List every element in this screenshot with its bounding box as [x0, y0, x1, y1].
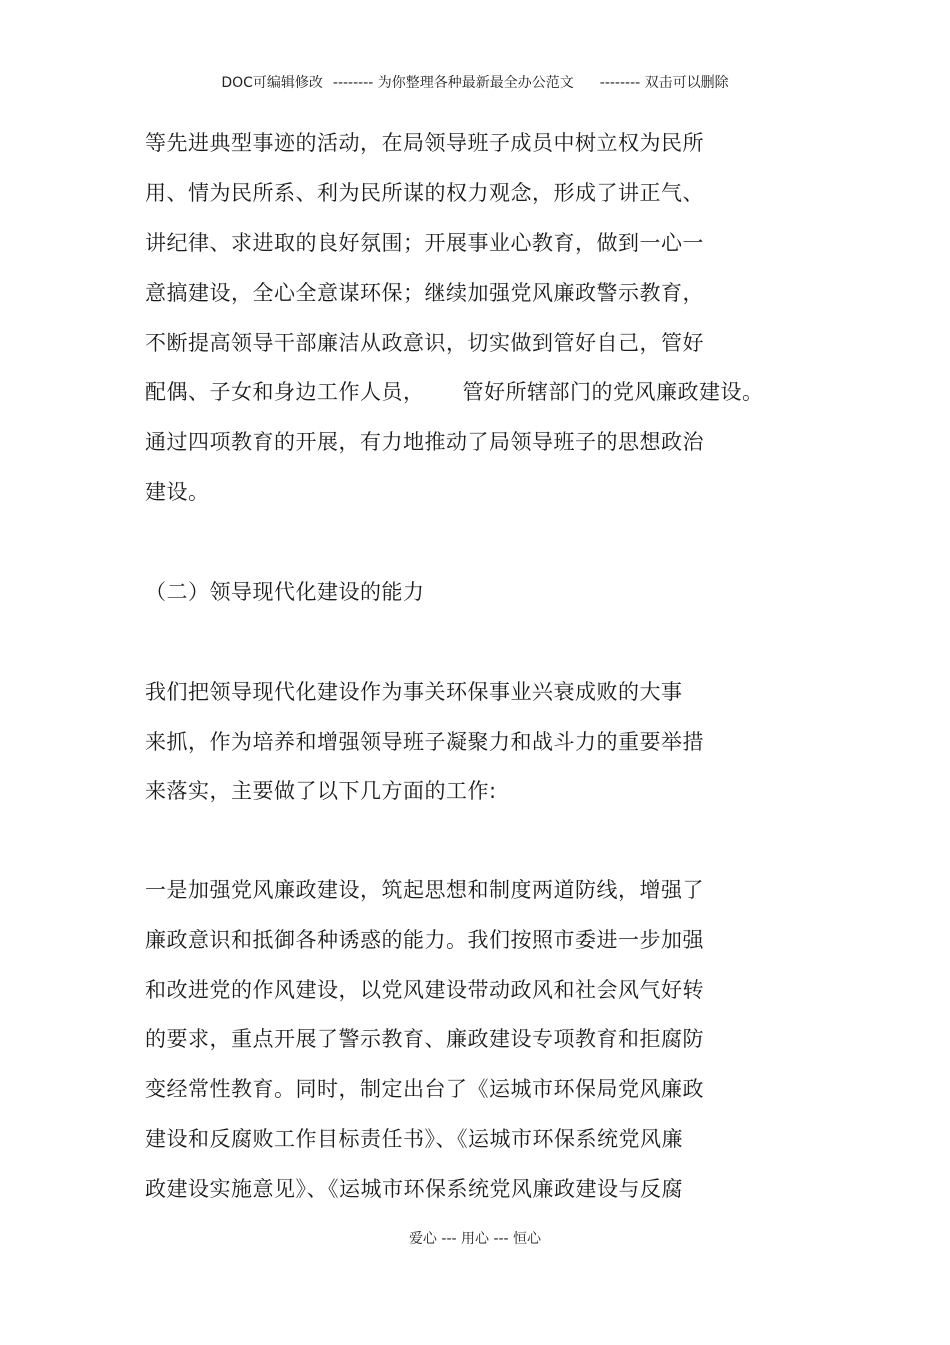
text-line: 政建设实施意见》、《运城市环保系统党风廉政建设与反腐 [145, 1177, 683, 1201]
text-line: 讲纪律、求进取的良好氛围；开展事业心教育，做到一心一 [145, 231, 704, 255]
text-line-part: 配偶、子女和身边工作人员， [145, 380, 425, 404]
text-line: 不断提高领导干部廉洁从政意识，切实做到管好自己，管好 [145, 331, 704, 355]
header-tagline: -------- 为你整理各种最新最全办公范文 [332, 75, 574, 91]
text-line: 和改进党的作风建设，以党风建设带动政风和社会风气好转 [145, 978, 704, 1002]
header-delete-hint: -------- 双击可以删除 [599, 75, 729, 91]
text-line: 建设。 [145, 480, 210, 504]
text-line-part: 管好所辖部门的党风廉政建设。 [462, 380, 764, 404]
text-line: 来抓，作为培养和增强领导班子凝聚力和战斗力的重要举措 [145, 730, 704, 754]
text-line: 建设和反腐败工作目标责任书》、《运城市环保系统党风廉 [145, 1127, 683, 1151]
section-heading: （二）领导现代化建设的能力 [145, 580, 425, 604]
text-line: 的要求，重点开展了警示教育、廉政建设专项教育和拒腐防 [145, 1027, 704, 1051]
text-line: 来落实，主要做了以下几方面的工作: [145, 779, 497, 803]
text-line [145, 377, 764, 407]
text-line: 通过四项教育的开展，有力地推动了局领导班子的思想政治 [145, 430, 704, 454]
page-header [0, 72, 950, 92]
header-doc-label: DOC可编辑修改 [221, 75, 323, 91]
page-footer: 爱心 --- 用心 --- 恒心 [408, 1231, 542, 1247]
text-line: 意搞建设，全心全意谋环保；继续加强党风廉政警示教育， [145, 281, 704, 305]
text-line: 一是加强党风廉政建设，筑起思想和制度两道防线，增强了 [145, 878, 704, 902]
text-line: 等先进典型事迹的活动，在局领导班子成员中树立权为民所 [145, 131, 704, 155]
text-line: 廉政意识和抵御各种诱惑的能力。我们按照市委进一步加强 [145, 928, 704, 952]
text-line: 变经常性教育。同时，制定出台了《运城市环保局党风廉政 [145, 1077, 704, 1101]
text-line: 用、情为民所系、利为民所谋的权力观念，形成了讲正气、 [145, 181, 704, 205]
text-line: 我们把领导现代化建设作为事关环保事业兴衰成败的大事 [145, 680, 683, 704]
